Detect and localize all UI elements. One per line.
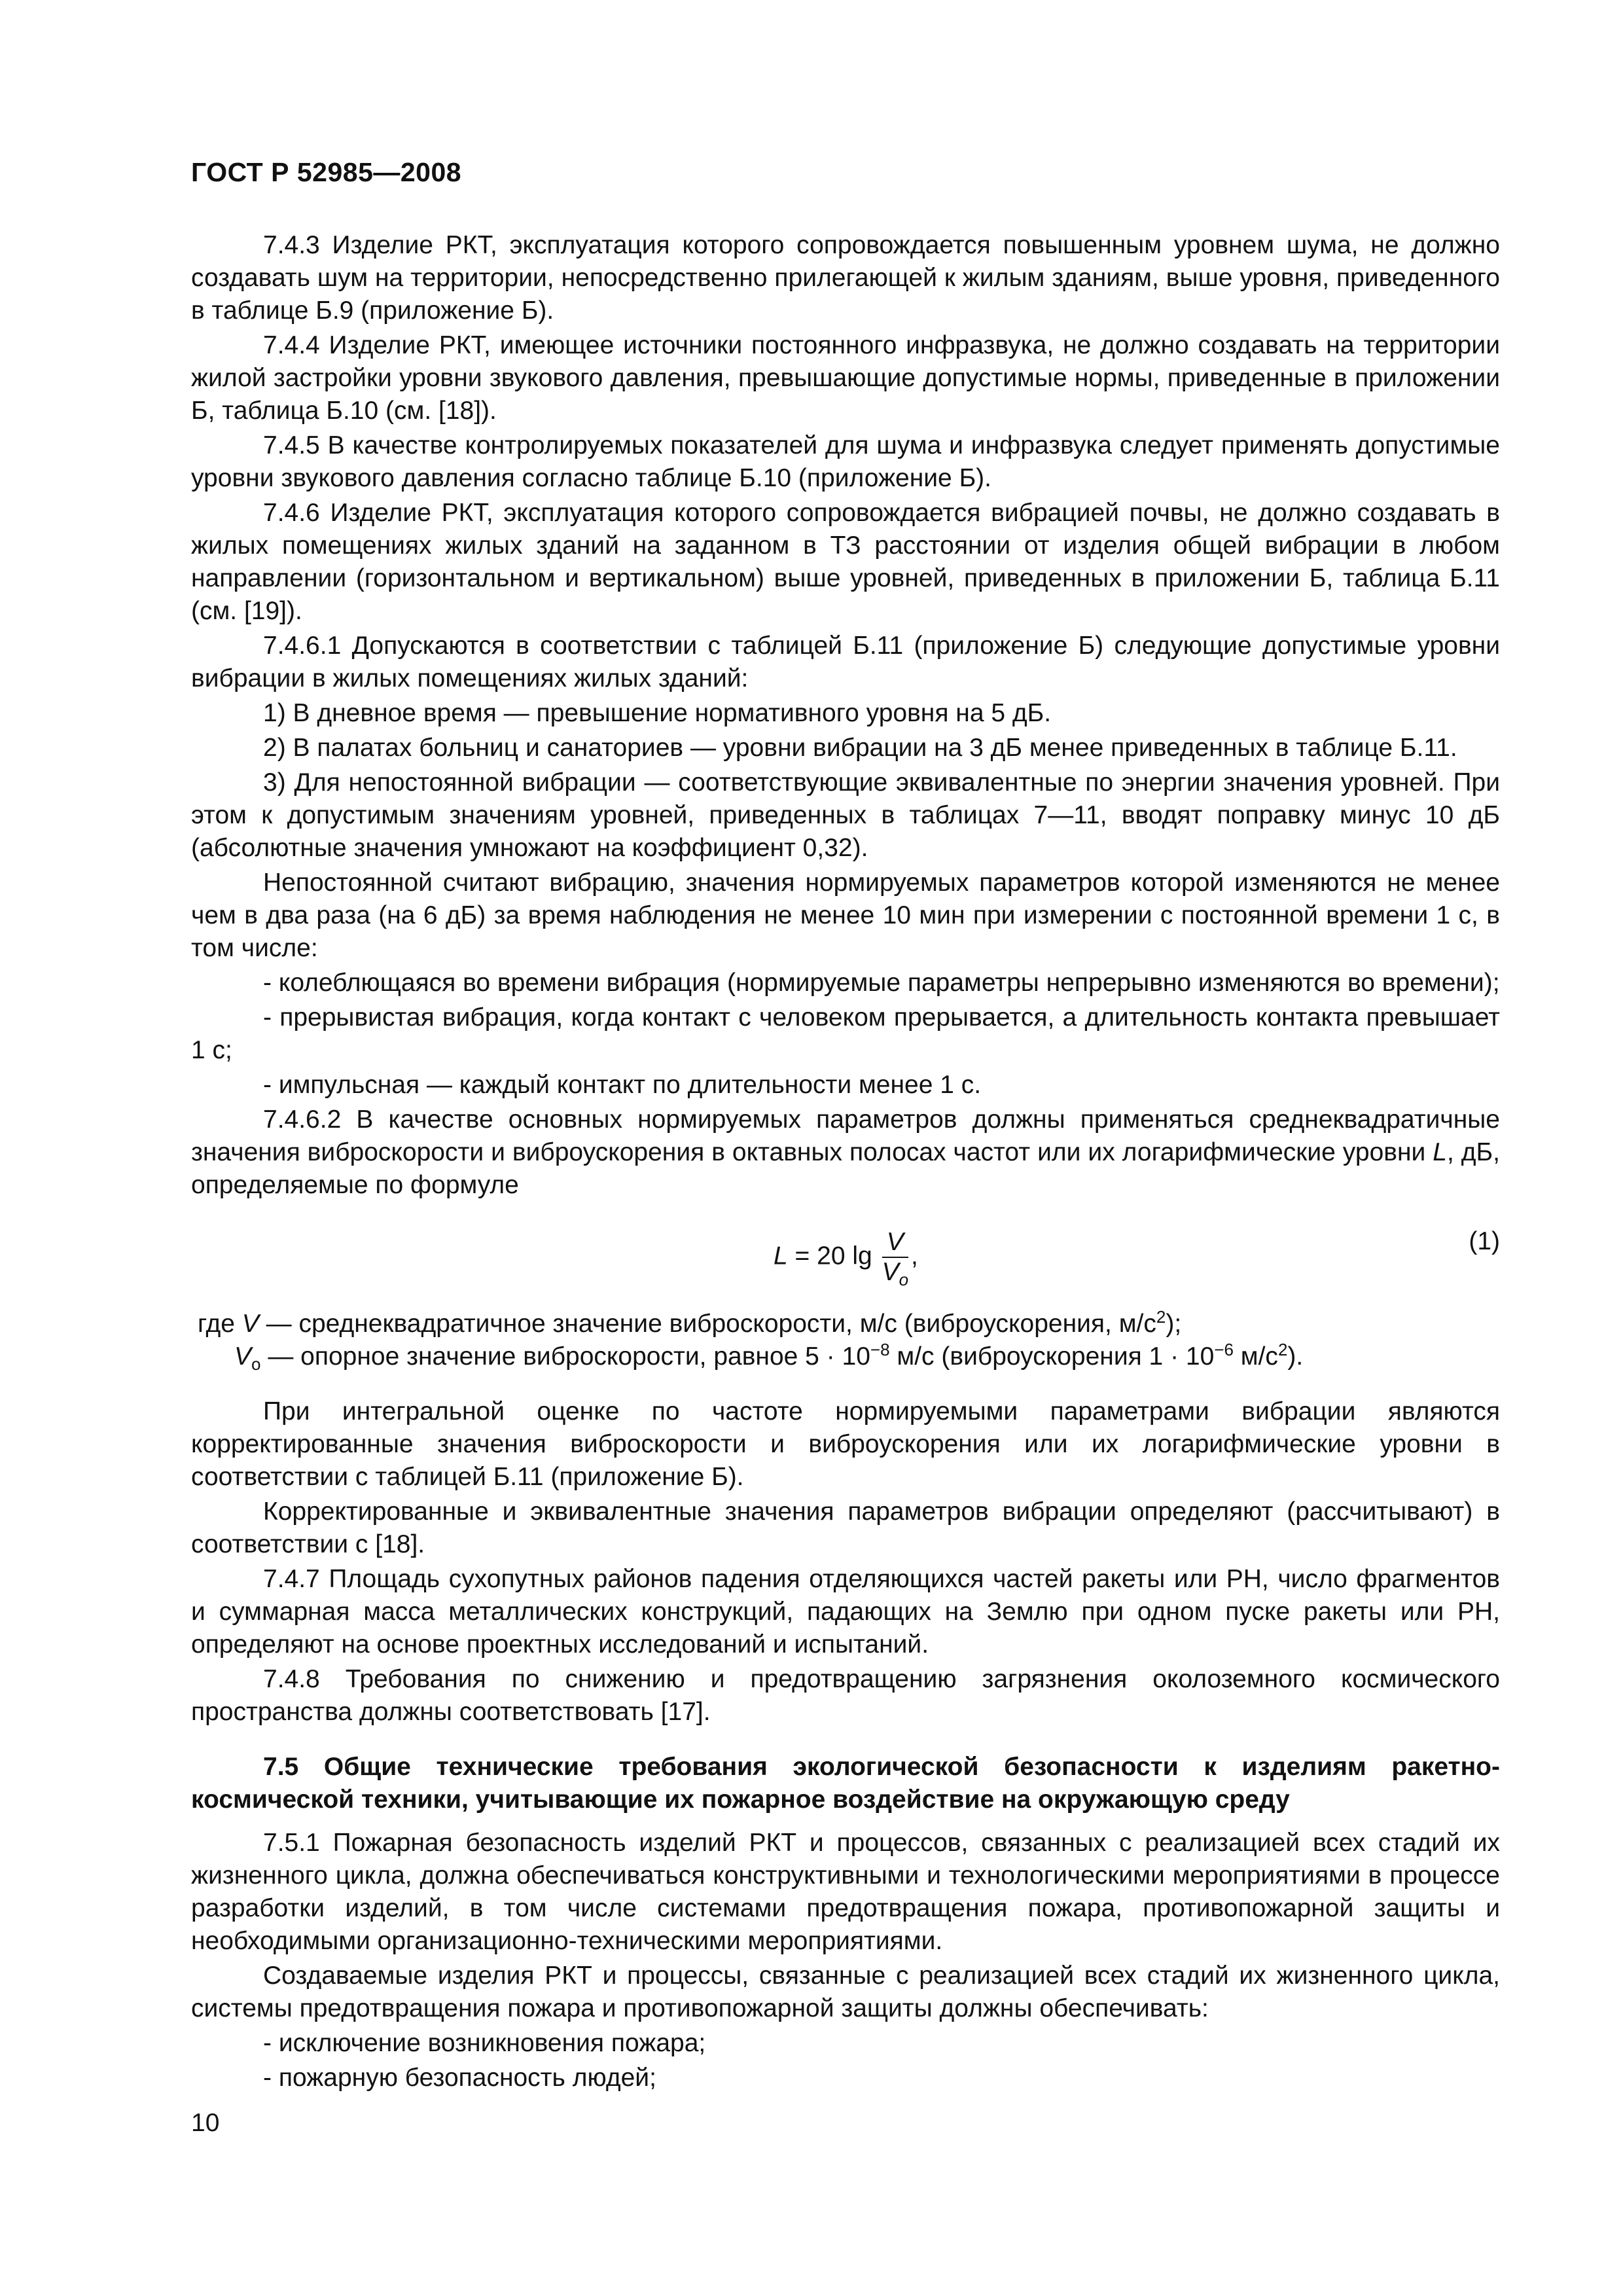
- dash-item-intermittent: - прерывистая вибрация, когда контакт с человеком прерывается, а длительность контакта превышает 1 с;: [191, 1003, 1500, 1064]
- where-sup-vo-b: −6: [1214, 1340, 1234, 1359]
- paragraph-7-4-6-2: [191, 1103, 1500, 1202]
- paragraph-7-4-6: 7.4.6 Изделие РКТ, эксплуатация которого сопровождается вибрацией почвы, не должно создавать в жилых помещениях жилых зданий на заданном в ТЗ расстоянии от изделия общей вибрации в любом направлении (горизонтальном и вертикальном) выше уровней, приведенных в приложении Б, таблица Б.11 (см. [19]).: [191, 499, 1500, 625]
- formula-denominator-subscript: o: [899, 1270, 909, 1289]
- formula-denominator: [882, 1258, 908, 1287]
- where-var-vo: V: [234, 1342, 252, 1371]
- where-text-v: — среднеквадратичное значение виброскорости, м/с (виброускорения, м/с: [259, 1310, 1156, 1338]
- formula-fraction: [882, 1228, 908, 1287]
- where-text-vo-b: м/с (виброускорения 1 · 10: [889, 1342, 1215, 1371]
- where-line-v: [191, 1308, 1500, 1340]
- document-header: ГОСТ Р 52985—2008: [191, 157, 462, 187]
- page-number: 10: [191, 2109, 220, 2137]
- where-end-vo: ).: [1287, 1342, 1304, 1371]
- formula-denominator-base: V: [882, 1258, 899, 1286]
- formula-lhs: L: [774, 1242, 788, 1270]
- formula-equals: = 20 lg: [787, 1242, 880, 1270]
- paragraph-7-4-6-1: 7.4.6.1 Допускаются в соответствии с таблицей Б.11 (приложение Б) следующие допустимые уровни вибрации в жилых помещениях жилых зданий:: [191, 632, 1500, 692]
- where-end-v: );: [1166, 1310, 1182, 1338]
- section-heading-7-5: 7.5 Общие технические требования экологической безопасности к изделиям ракетно-космической техники, учитывающие их пожарное воздействие на окружающую среду: [191, 1753, 1500, 1814]
- list-item-2: 2) В палатах больниц и санаториев — уровни вибрации на 3 дБ менее приведенных в таблице Б.11.: [263, 734, 1457, 762]
- dash-item-people-safety: - пожарную безопасность людей;: [263, 2064, 656, 2092]
- dash-item-impulse: - импульсная — каждый контакт по длительности менее 1 с.: [263, 1071, 982, 1099]
- where-sup-vo-c: 2: [1277, 1340, 1288, 1359]
- formula-number: (1): [1469, 1227, 1500, 1255]
- formula-numerator: V: [882, 1228, 908, 1258]
- paragraph-7-4-3: 7.4.3 Изделие РКТ, эксплуатация которого сопровождается повышенным уровнем шума, не должно создавать шум на территории, непосредственно прилегающей к жилым зданиям, выше уровня, приведенного в таблице Б.9 (приложение Б).: [191, 231, 1500, 325]
- formula-row: [191, 1219, 1500, 1296]
- where-text-vo-c: м/с: [1233, 1342, 1278, 1371]
- where-sup-vo-a: −8: [870, 1340, 890, 1359]
- where-text-vo-a: — опорное значение виброскорости, равное 5 · 10: [260, 1342, 870, 1371]
- dash-item-fire-exclusion: - исключение возникновения пожара;: [263, 2029, 706, 2057]
- formula-comma: ,: [911, 1242, 918, 1270]
- paragraph-integral-estimate: При интегральной оценке по частоте нормируемыми параметрами вибрации являются корректированные значения виброскорости и виброускорения или их логарифмические уровни в соответствии с таблицей Б.11 (приложение Б).: [191, 1397, 1500, 1491]
- document-body: [191, 229, 1500, 2096]
- where-line-vo: [191, 1340, 1500, 1373]
- paragraph-7-4-4: 7.4.4 Изделие РКТ, имеющее источники постоянного инфразвука, не должно создавать на территории жилой застройки уровни звукового давления, превышающие допустимые нормы, приведенные в приложении Б, таблица Б.10 (см. [18]).: [191, 331, 1500, 425]
- dash-item-fluctuating: - колеблющаяся во времени вибрация (нормируемые параметры непрерывно изменяются во времени);: [263, 969, 1500, 997]
- paragraph-7-4-8: 7.4.8 Требования по снижению и предотвращению загрязнения околоземного космического пространства должны соответствовать [17].: [191, 1665, 1500, 1726]
- where-sup-v: 2: [1156, 1307, 1166, 1327]
- variable-l: L: [1433, 1138, 1447, 1166]
- where-lead: где: [198, 1310, 242, 1338]
- where-var-v: V: [241, 1310, 259, 1338]
- list-item-3: 3) Для непостоянной вибрации — соответствующие эквивалентные по энергии значения уровней. При этом к допустимым значениям уровней, приведенных в таблицах 7—11, вводят поправку минус 10 дБ (абсолютные значения умножают на коэффициент 0,32).: [191, 768, 1500, 862]
- paragraph-7-4-6-2-text: 7.4.6.2 В качестве основных нормируемых параметров должны применяться среднеквадратичные значения виброскорости и виброускорения в октавных полосах частот или их логарифмические уровни: [191, 1105, 1500, 1166]
- paragraph-nonconstant-vibration: Непостоянной считают вибрацию, значения нормируемых параметров которой изменяются не менее чем в два раза (на 6 дБ) за время наблюдения не менее 10 мин при измерении с постоянной времени 1 с, в том числе:: [191, 869, 1500, 962]
- paragraph-7-4-5: 7.4.5 В качестве контролируемых показателей для шума и инфразвука следует применять допустимые уровни звукового давления согласно таблице Б.10 (приложение Б).: [191, 431, 1500, 492]
- paragraph-7-4-7: 7.4.7 Площадь сухопутных районов падения отделяющихся частей ракеты или РН, число фрагментов и суммарная масса металлических конструкций, падающих на Землю при одном пуске ракеты или РН, определяют на основе проектных исследований и испытаний.: [191, 1565, 1500, 1659]
- paragraph-7-4-6-2-tail: , дБ, определяемые по формуле: [191, 1138, 1500, 1199]
- paragraph-created-products: Создаваемые изделия РКТ и процессы, связанные с реализацией всех стадий их жизненного цикла, системы предотвращения пожара и противопожарной защиты должны обеспечивать:: [191, 1962, 1500, 2022]
- list-item-1: 1) В дневное время — превышение нормативного уровня на 5 дБ.: [263, 699, 1052, 727]
- paragraph-corrected-values: Корректированные и эквивалентные значения параметров вибрации определяют (рассчитывают) в соответствии с [18].: [191, 1498, 1500, 1558]
- where-sub-vo: o: [251, 1354, 261, 1374]
- paragraph-7-5-1: 7.5.1 Пожарная безопасность изделий РКТ и процессов, связанных с реализацией всех стадий их жизненного цикла, должна обеспечиваться конструктивными и технологическими мероприятиями в процессе разработки изделий, в том числе системами предотвращения пожара, противопожарной защиты и необходимыми организационно-техническими мероприятиями.: [191, 1829, 1500, 1955]
- formula-1: [774, 1228, 918, 1287]
